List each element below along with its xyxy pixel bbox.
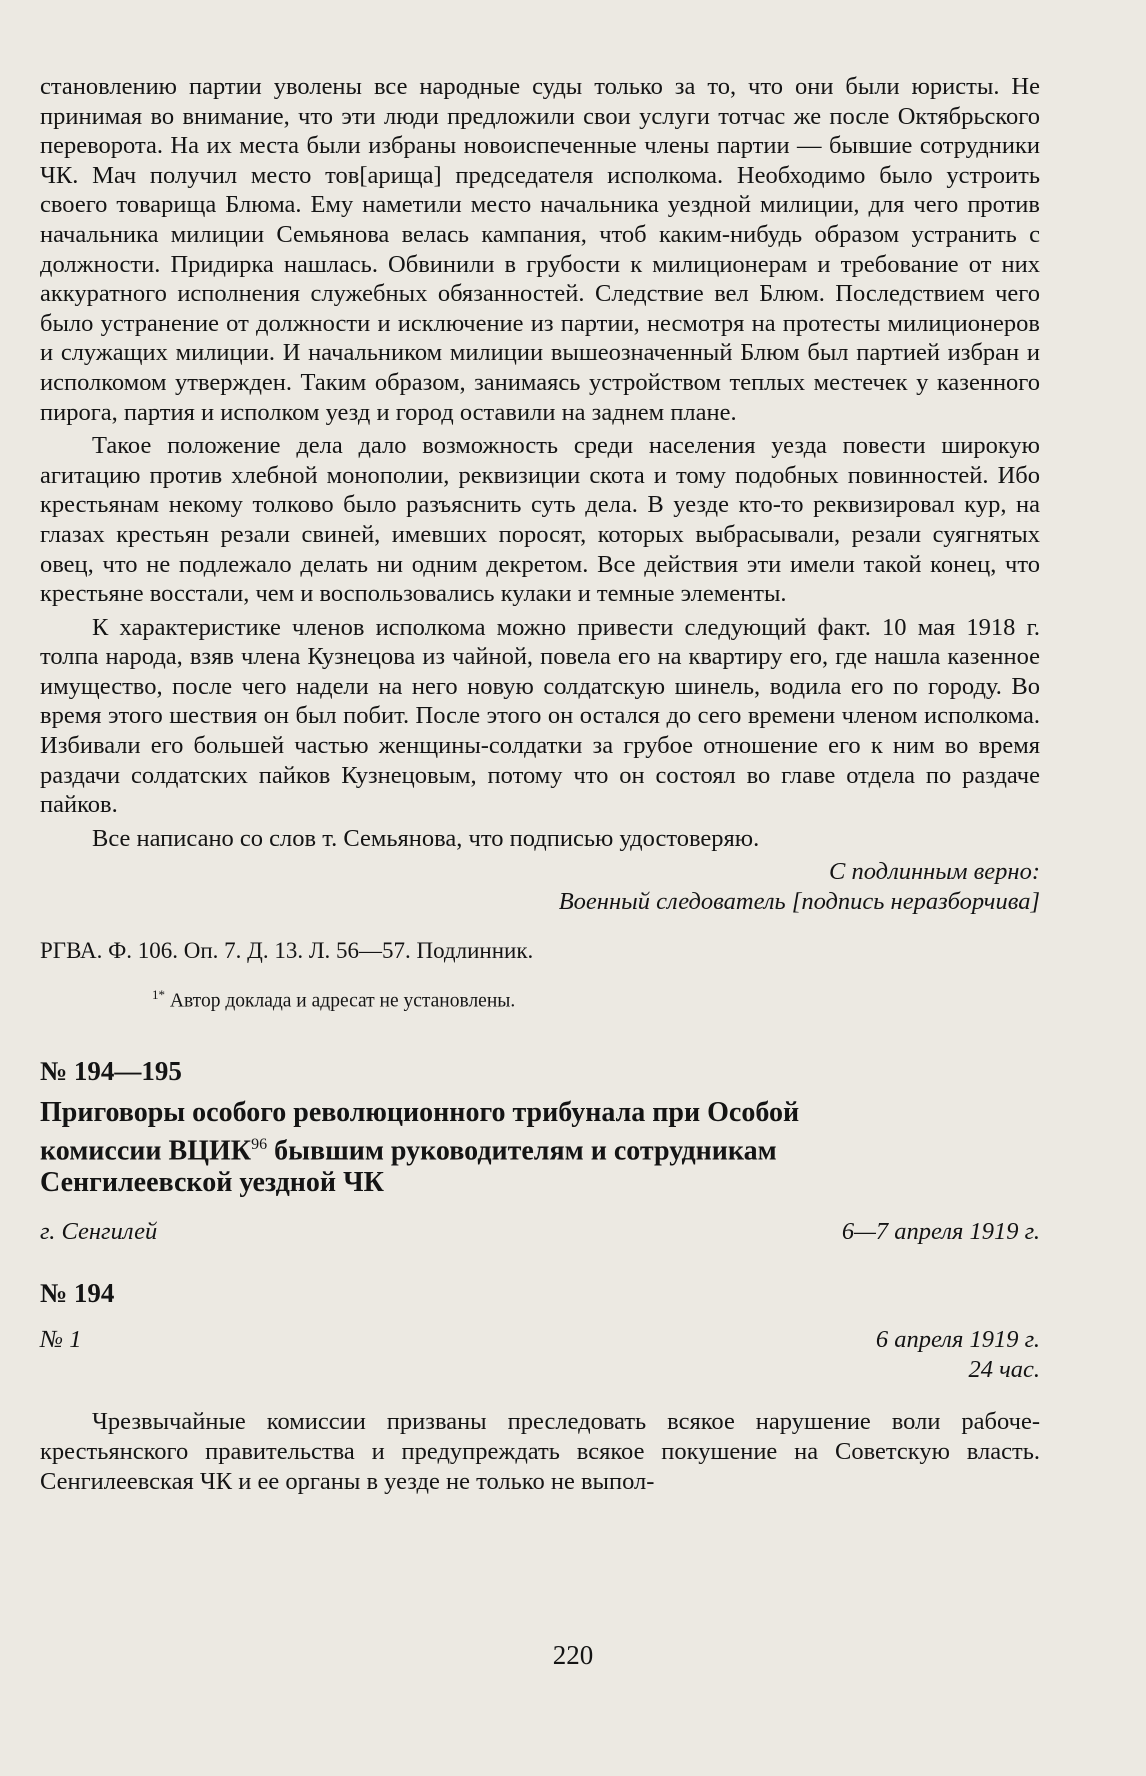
document-title-part2: бывшим руководителям и сотрудникам Сенгилеевской уездной ЧК [40, 1135, 777, 1199]
paragraph-2: Такое положение дела дало возможность среди населения уезда повести широкую агитацию против хлебной монополии, реквизиции скота и тому подобных повинностей. Ибо крестьянам некому толково было разъяснить суть дела. В уезде кто-то реквизировал кур, на глазах крестьян резали свиней, имевших поросят, которых выбрасывали, резали суягнятых овец, что не подлежало делать ни одним декретом. Все действия эти имели такой конец, что крестьяне восстали, чем и воспользовались кулаки и темные элементы. [40, 432, 1040, 608]
document-number: № 194—195 [40, 1056, 182, 1087]
paragraph-4: Все написано со слов т. Семьянова, что подписью удостоверяю. [92, 824, 760, 852]
paragraph-3: К характеристике членов исполкома можно привести следующий факт. 10 мая 1918 г. толпа народа, взяв члена Кузнецова из чайной, повела его на квартиру его, где нашла казенное имущество, после чего надели на него новую солдатскую шинель, водила его по городу. Во время этого шествия он был побит. После этого он остался до сего времени членом исполкома. Избивали его большей частью женщины-солдатки за грубое отношение его к ним во время раздачи солдатских пайков Кузнецовым, потому что он состоял во главе отдела по раздаче пайков. [40, 613, 1040, 819]
footnote-mark: 1* [152, 986, 165, 1002]
attestation-line-1: С подлинным верно: [829, 858, 1040, 886]
footnote [40, 983, 1040, 1014]
document-place: г. Сенгилей [40, 1218, 158, 1246]
attestation-line-2: Военный следователь [подпись неразборчива] [558, 888, 1040, 916]
document-title [40, 1097, 820, 1199]
footnote-text: Автор доклада и адресат не установлены. [169, 990, 516, 1012]
document-dates: 6—7 апреля 1919 г. [841, 1218, 1040, 1246]
subdocument-number: № 194 [40, 1278, 115, 1309]
subdoc-paragraph: Чрезвычайные комиссии призваны преследовать всякое нарушение воли рабоче-крестьянского правительства и предупреждать всякое покушение на Советскую власть. Сенгилеевская ЧК и ее органы в уезде не только не выпол- [40, 1408, 1040, 1495]
page-number: 220 [552, 1640, 594, 1670]
subdoc-no: № 1 [40, 1326, 82, 1354]
paragraph-1: становлению партии уволены все народные суды только за то, что они были юристы. Не принимая во внимание, что эти люди предложили свои услуги тотчас же после Октябрьского переворота. На их места были избраны новоиспеченные члены партии — бывшие сотрудники ЧК. Мач получил место тов[арища] председателя исполкома. Необходимо было устроить своего товарища Блюма. Ему наметили место начальника уездной милиции, для чего против начальника милиции Семьянова велась кампания, чтоб каким-нибудь образом устранить с должности. Придирка нашлась. Обвинили в грубости к милиционерам и требование от них аккуратного исполнения служебных обязанностей. Следствие вел Блюм. Последствием чего было устранение от должности и исключение из партии, несмотря на протесты милиционеров и служащих милиции. И начальником милиции вышеозначенный Блюм был партией избран и исполкомом утвержден. Таким образом, занимаясь устройством теплых местечек у казенного пирога, партия и исполком уезд и город оставили на заднем плане. [40, 73, 1040, 426]
subdoc-number-date-row [40, 1325, 1040, 1355]
subdoc-date: 6 апреля 1919 г. [875, 1326, 1040, 1354]
place-date-row [40, 1217, 1040, 1247]
document-title-part1: Приговоры особого революционного трибунала при Особой комиссии ВЦИК [40, 1097, 800, 1167]
document-title-footnote-ref: 96 [251, 1136, 268, 1154]
subdoc-time: 24 час. [968, 1356, 1040, 1384]
page-body [40, 72, 1040, 1496]
archive-source: РГВА. Ф. 106. Оп. 7. Д. 13. Л. 56—57. Подлинник. [40, 937, 534, 963]
